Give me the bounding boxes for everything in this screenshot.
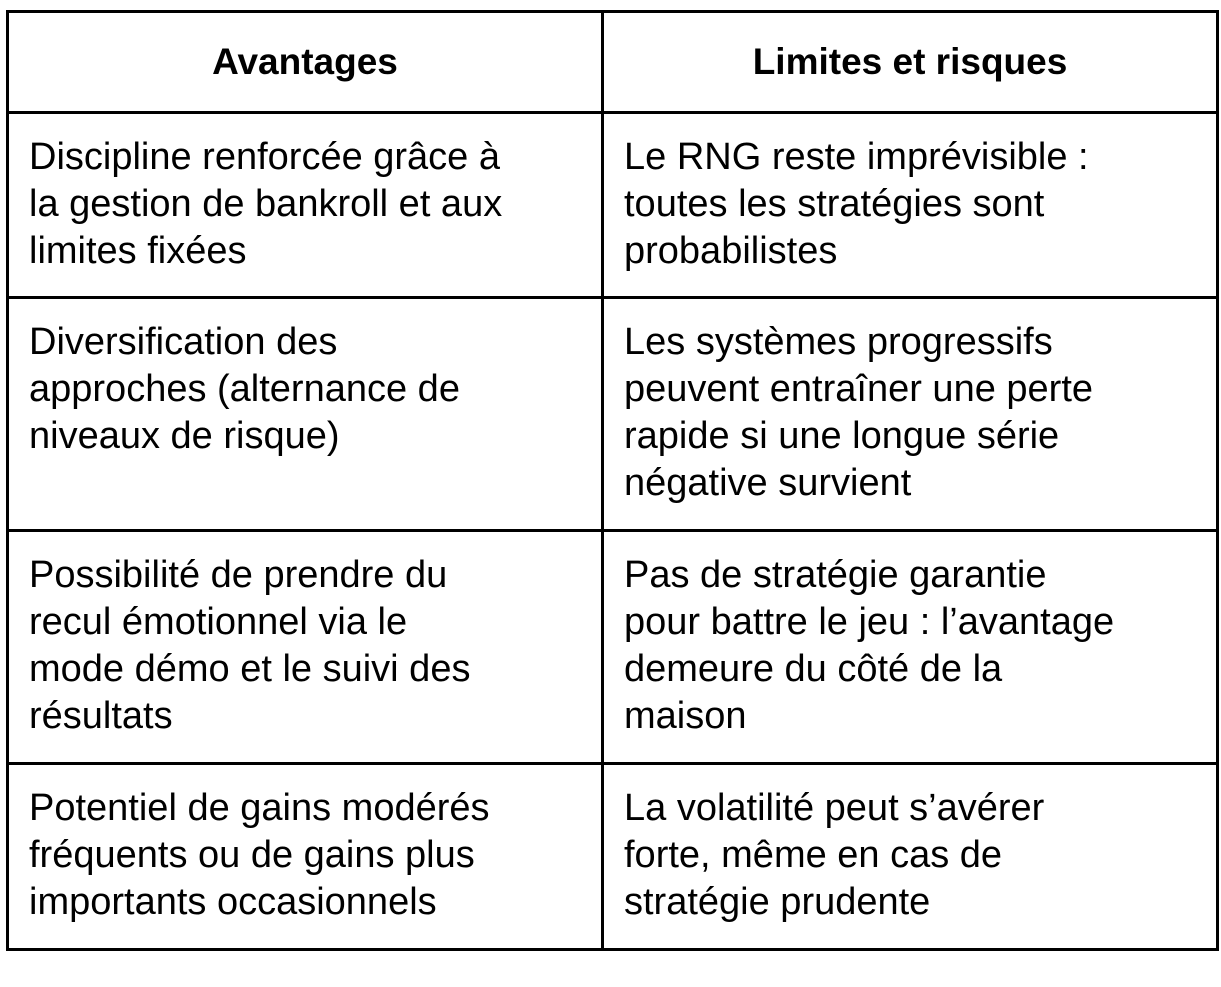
cell-line: demeure du côté de la [624, 648, 1003, 690]
limit-cell [603, 113, 1218, 298]
limit-cell [603, 531, 1218, 764]
advantage-cell [8, 113, 603, 298]
table-row [8, 298, 1218, 531]
advantage-cell [8, 298, 603, 531]
cell-line: importants occasionnels [29, 881, 437, 923]
cell-line: la gestion de bankroll et aux [29, 183, 503, 225]
cell-line: recul émotionnel via le [29, 601, 408, 643]
cell-line: fréquents ou de gains plus [29, 834, 475, 876]
table-row [8, 764, 1218, 950]
cell-line: résultats [29, 695, 173, 737]
cell-line: probabilistes [624, 230, 838, 272]
cell-line: La volatilité peut s’avérer [624, 787, 1045, 829]
cell-line: négative survient [624, 462, 912, 504]
cell-line: Potentiel de gains modérés [29, 787, 490, 829]
cell-line: mode démo et le suivi des [29, 648, 471, 690]
advantage-cell [8, 531, 603, 764]
cell-line: stratégie prudente [624, 881, 931, 923]
limit-cell [603, 764, 1218, 950]
cell-line: toutes les stratégies sont [624, 183, 1045, 225]
cell-line: Les systèmes progressifs [624, 321, 1053, 363]
table-row [8, 113, 1218, 298]
cell-line: peuvent entraîner une perte [624, 368, 1094, 410]
cell-line: approches (alternance de [29, 368, 460, 410]
table-row [8, 531, 1218, 764]
cell-line: maison [624, 695, 747, 737]
cell-line: Pas de stratégie garantie [624, 554, 1047, 596]
limit-cell [603, 298, 1218, 531]
cell-line: rapide si une longue série [624, 415, 1060, 457]
cell-line: Diversification des [29, 321, 338, 363]
cell-line: Le RNG reste imprévisible : [624, 136, 1089, 178]
pros-cons-table [6, 10, 1219, 951]
cell-line: forte, même en cas de [624, 834, 1003, 876]
cell-line: niveaux de risque) [29, 415, 340, 457]
cell-line: limites fixées [29, 230, 247, 272]
cell-line: pour battre le jeu : l’avantage [624, 601, 1115, 643]
cell-line: Discipline renforcée grâce à [29, 136, 501, 178]
header-row [8, 12, 1218, 113]
advantage-cell [8, 764, 603, 950]
header-limits: Limites et risques [603, 12, 1218, 113]
cell-line: Possibilité de prendre du [29, 554, 448, 596]
header-advantages: Avantages [8, 12, 603, 113]
